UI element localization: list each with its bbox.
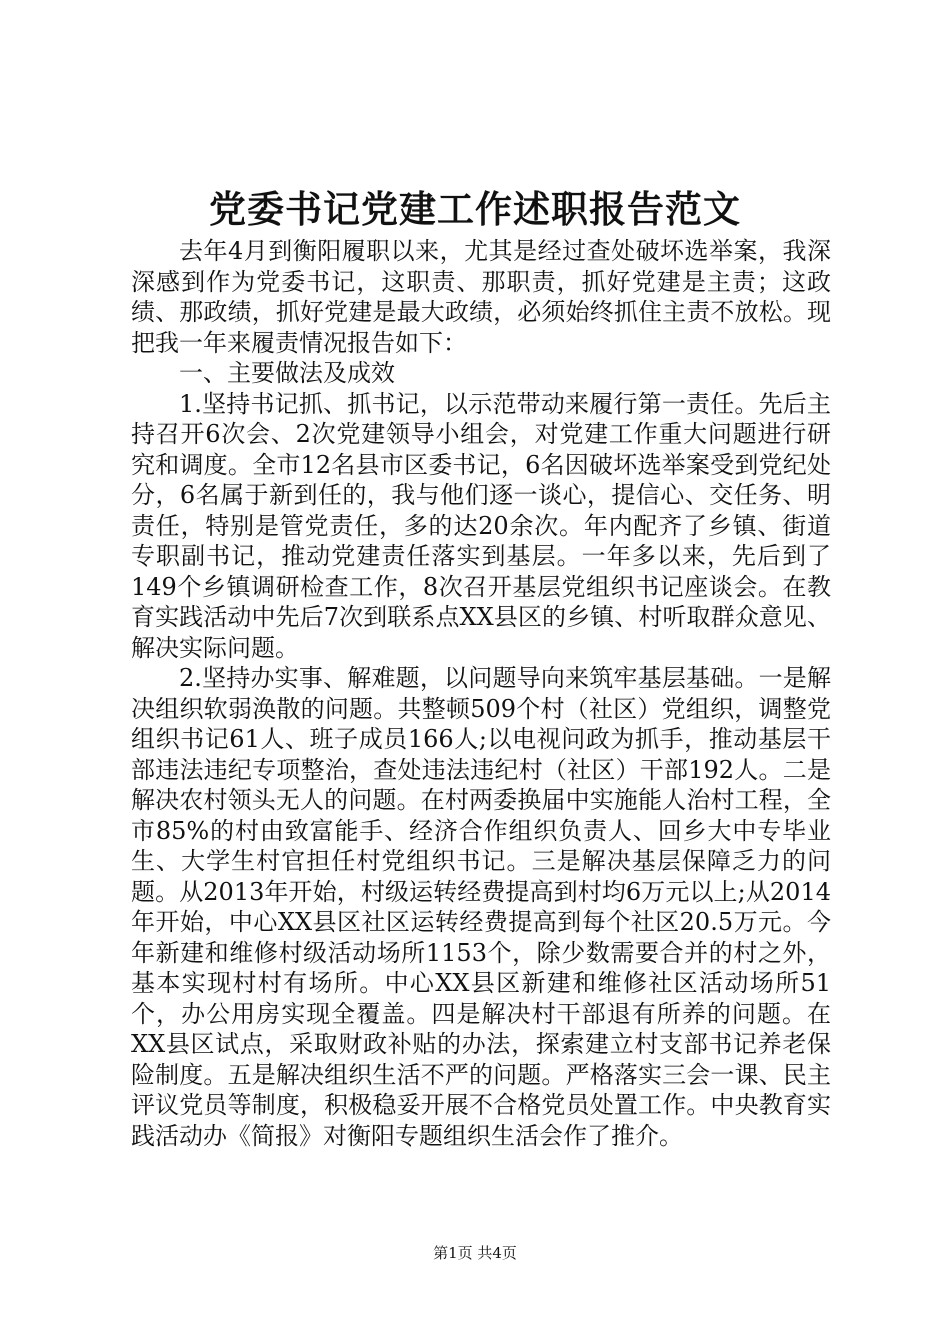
document-title: 党委书记党建工作述职报告范文 [209,187,741,231]
section-heading: 一、主要做法及成效 [179,359,395,387]
paragraph-item-2: 2.坚持办实事、解难题，以问题导向来筑牢基层基础。一是解决组织软弱涣散的问题。共整顿509个村（社区）党组织，调整党组织书记61人、班子成员166人;以电视问政为抓手，推动基层干部违法违纪专项整治，查处违法违纪村（社区）干部192人。二是解决农村领头无人的问题。在村两委换届中实施能人治村工程，全市85%的村由致富能手、经济合作组织负责人、回乡大中专毕业生、大学生村官担任村党组织书记。三是解决基层保障乏力的问题。从2013年开始，村级运转经费提高到村均6万元以上;从2014年开始，中心XX县区社区运转经费提高到每个社区20.5万元。今年新建和维修村级活动场所1153个，除少数需要合并的村之外，基本实现村村有场所。中心XX县区新建和维修社区活动场所51个，办公用房实现全覆盖。四是解决村干部退有所养的问题。在XX县区试点，采取财政补贴的办法，探索建立村支部书记养老保险制度。五是解决组织生活不严的问题。严格落实三会一课、民主评议党员等制度，积极稳妥开展不合格党员处置工作。中央教育实践活动办《简报》对衡阳专题组织生活会作了推介。 [131,664,831,1150]
paragraph-item-1: 1.坚持书记抓、抓书记，以示范带动来履行第一责任。先后主持召开6次会、2次党建领导小组会，对党建工作重大问题进行研究和调度。全市12名县市区委书记，6名因破坏选举案受到党纪处分，6名属于新到任的，我与他们逐一谈心，提信心、交任务、明责任，特别是管党责任，多的达20余次。年内配齐了乡镇、街道专职副书记，推动党建责任落实到基层。一年多以来，先后到了149个乡镇调研检查工作，8次召开基层党组织书记座谈会。在教育实践活动中先后7次到联系点XX县区的乡镇、村听取群众意见、解决实际问题。 [131,389,831,662]
page-footer: 第1页 共4页 [433,1244,517,1262]
paragraph-intro: 去年4月到衡阳履职以来，尤其是经过查处破坏选举案，我深深感到作为党委书记，这职责、那职责，抓好党建是主责；这政绩、那政绩，抓好党建是最大政绩，必须始终抓住主责不放松。现把我一年来履责情况报告如下： [131,237,831,357]
document-body [131,236,831,1151]
